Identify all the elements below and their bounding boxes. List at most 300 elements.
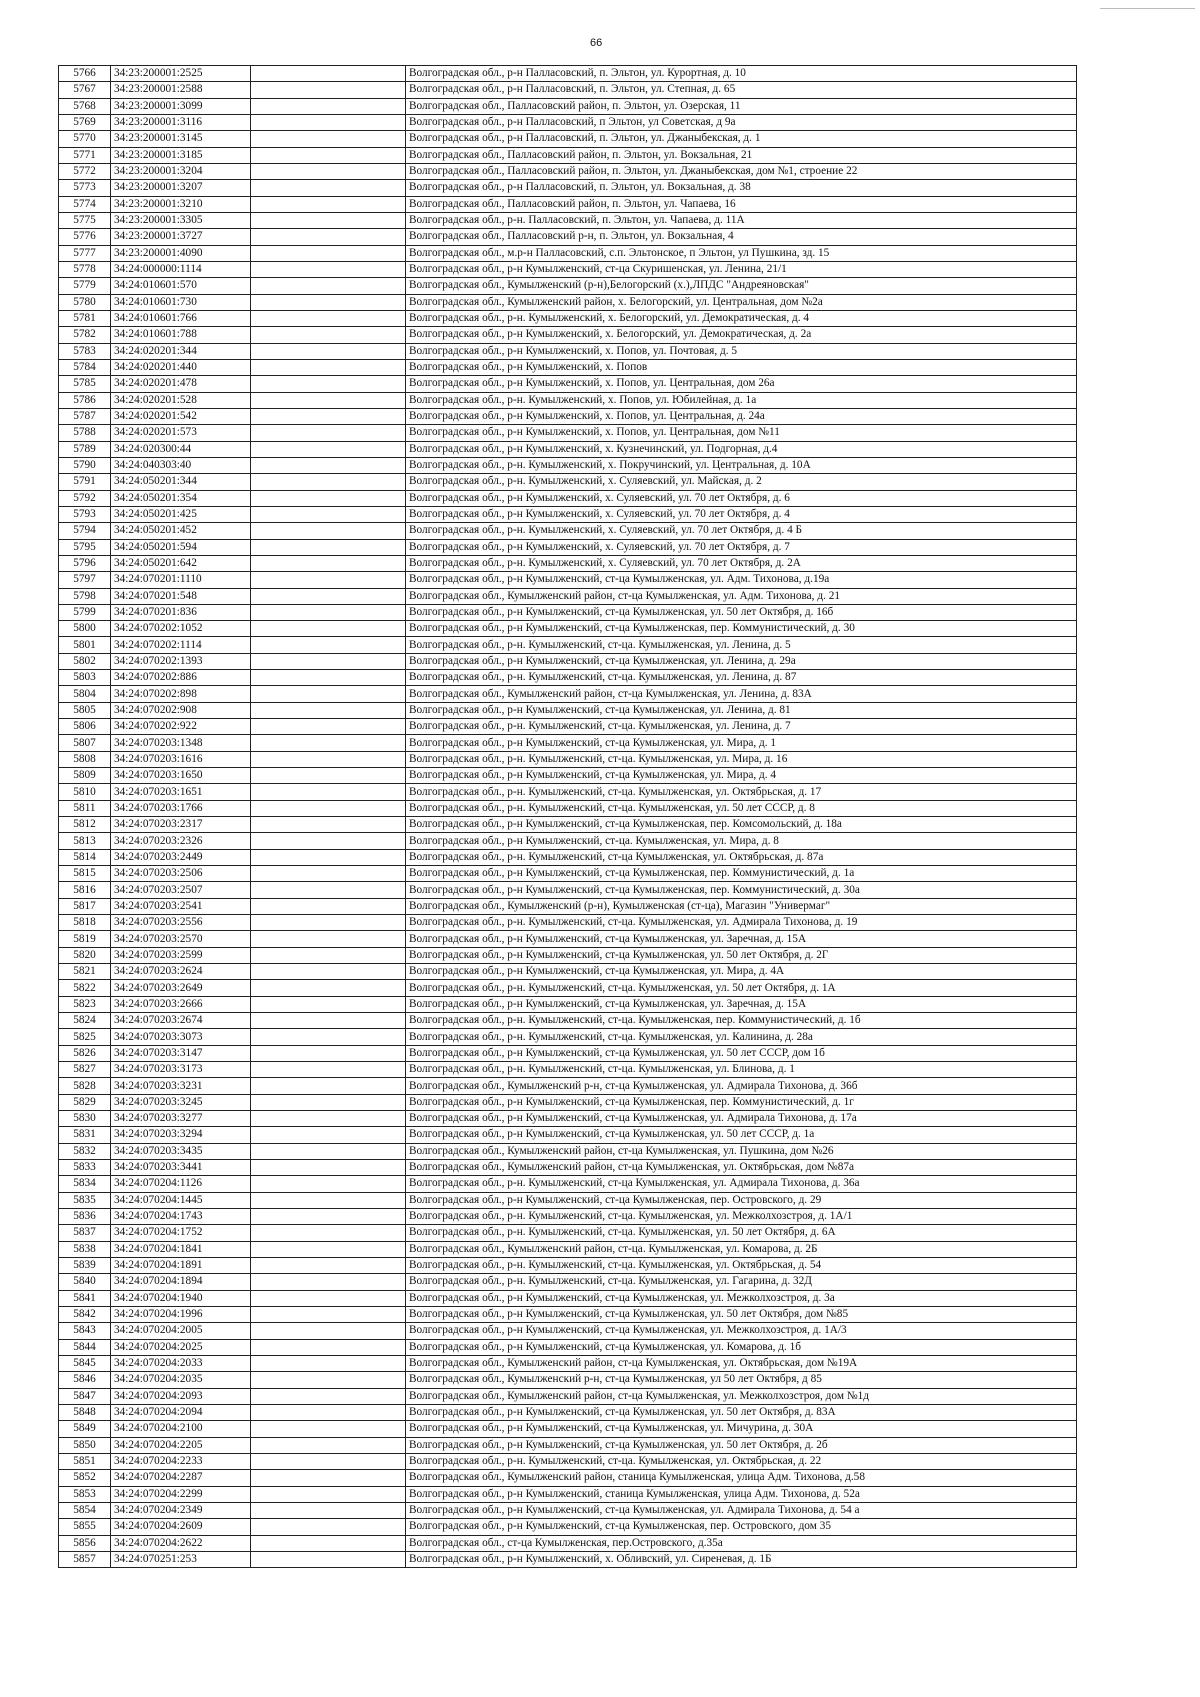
address-cell: Волгоградская обл., р-н Кумылженский, ст-ца Кумылженская, ул. Адм. Тихонова, д.19а <box>406 572 1077 588</box>
address-cell: Волгоградская обл., р-н. Кумылженский, х. Суляевский, ул. 70 лет Октября, д. 2А <box>406 555 1077 571</box>
table-row <box>59 523 1077 539</box>
table-row <box>59 1111 1077 1127</box>
table-row <box>59 1323 1077 1339</box>
empty-cell <box>251 441 406 457</box>
table-row <box>59 637 1077 653</box>
empty-cell <box>251 849 406 865</box>
table-row <box>59 588 1077 604</box>
empty-cell <box>251 425 406 441</box>
row-number-cell: 5774 <box>59 196 111 212</box>
row-number-cell: 5855 <box>59 1519 111 1535</box>
table-row <box>59 1519 1077 1535</box>
cadastral-number-cell: 34:24:070202:908 <box>111 702 251 718</box>
row-number-cell: 5828 <box>59 1078 111 1094</box>
row-number-cell: 5810 <box>59 784 111 800</box>
scan-edge-mark <box>1100 8 1195 9</box>
empty-cell <box>251 294 406 310</box>
cadastral-number-cell: 34:24:050201:425 <box>111 506 251 522</box>
empty-cell <box>251 702 406 718</box>
row-number-cell: 5847 <box>59 1388 111 1404</box>
empty-cell <box>251 653 406 669</box>
cadastral-number-cell: 34:24:070203:2326 <box>111 833 251 849</box>
address-cell: Волгоградская обл., Кумылженский район, ст-ца Кумылженская, ул. Ленина, д. 83А <box>406 686 1077 702</box>
cadastral-number-cell: 34:23:200001:2588 <box>111 82 251 98</box>
row-number-cell: 5827 <box>59 1062 111 1078</box>
address-cell: Волгоградская обл., Кумылженский р-н, ст-ца Кумылженская, ул 50 лет Октября, д 85 <box>406 1372 1077 1388</box>
row-number-cell: 5835 <box>59 1192 111 1208</box>
row-number-cell: 5805 <box>59 702 111 718</box>
table-row <box>59 1535 1077 1551</box>
address-cell: Волгоградская обл., р-н Кумылженский, х. Попов <box>406 359 1077 375</box>
table-row <box>59 1078 1077 1094</box>
address-cell: Волгоградская обл., р-н Кумылженский, х. Попов, ул. Центральная, д. 24а <box>406 408 1077 424</box>
table-row <box>59 490 1077 506</box>
address-cell: Волгоградская обл., р-н Кумылженский, ст-ца Скуришенская, ул. Ленина, 21/1 <box>406 261 1077 277</box>
row-number-cell: 5857 <box>59 1551 111 1567</box>
row-number-cell: 5818 <box>59 915 111 931</box>
table-row <box>59 653 1077 669</box>
empty-cell <box>251 278 406 294</box>
table-row <box>59 212 1077 228</box>
address-cell: Волгоградская обл., р-н Кумылженский, ст-ца Кумылженская, ул. 50 лет СССР, д. 1а <box>406 1127 1077 1143</box>
cadastral-number-cell: 34:24:070204:2033 <box>111 1355 251 1371</box>
empty-cell <box>251 523 406 539</box>
cadastral-number-cell: 34:24:070203:2541 <box>111 898 251 914</box>
empty-cell <box>251 1519 406 1535</box>
row-number-cell: 5780 <box>59 294 111 310</box>
address-cell: Волгоградская обл., Кумылженский район, ст-ца Кумылженская, ул. Октябрьская, дом №87а <box>406 1159 1077 1175</box>
table-row <box>59 996 1077 1012</box>
cadastral-number-cell: 34:24:070203:3073 <box>111 1029 251 1045</box>
empty-cell <box>251 457 406 473</box>
empty-cell <box>251 621 406 637</box>
table-row <box>59 180 1077 196</box>
cadastral-number-cell: 34:24:070203:1651 <box>111 784 251 800</box>
empty-cell <box>251 1502 406 1518</box>
table-row <box>59 1388 1077 1404</box>
table-row <box>59 817 1077 833</box>
table-row <box>59 1290 1077 1306</box>
address-cell: Волгоградская обл., р-н. Кумылженский, х. Попов, ул. Юбилейная, д. 1а <box>406 392 1077 408</box>
table-row <box>59 1404 1077 1420</box>
table-row <box>59 1306 1077 1322</box>
cadastral-number-cell: 34:24:070202:1393 <box>111 653 251 669</box>
address-cell: Волгоградская обл., р-н Кумылженский, ст-ца Кумылженская, пер. Коммунистический, д. 1а <box>406 866 1077 882</box>
address-cell: Волгоградская обл., р-н. Кумылженский, ст-ца. Кумылженская, ул. Октябрьская, д. 54 <box>406 1257 1077 1273</box>
table-row <box>59 66 1077 82</box>
cadastral-number-cell: 34:24:070203:3245 <box>111 1094 251 1110</box>
address-cell: Волгоградская обл., р-н. Кумылженский, ст-ца. Кумылженская, ул. Блинова, д. 1 <box>406 1062 1077 1078</box>
table-row <box>59 506 1077 522</box>
table-row <box>59 980 1077 996</box>
row-number-cell: 5767 <box>59 82 111 98</box>
row-number-cell: 5770 <box>59 131 111 147</box>
cadastral-number-cell: 34:24:070201:1110 <box>111 572 251 588</box>
empty-cell <box>251 196 406 212</box>
empty-cell <box>251 637 406 653</box>
empty-cell <box>251 1176 406 1192</box>
cadastral-number-cell: 34:24:070203:3147 <box>111 1045 251 1061</box>
address-cell: Волгоградская обл., Кумылженский район, ст-ца Кумылженская, ул. Пушкина, дом №26 <box>406 1143 1077 1159</box>
address-cell: Волгоградская обл., р-н. Кумылженский, ст-ца. Кумылженская, ул. Адмирала Тихонова, д. 19 <box>406 915 1077 931</box>
address-cell: Волгоградская обл., р-н Кумылженский, ст-ца Кумылженская, ул. 50 лет Октября, д. 2Г <box>406 947 1077 963</box>
cadastral-number-cell: 34:23:200001:4090 <box>111 245 251 261</box>
cadastral-number-cell: 34:24:010601:766 <box>111 310 251 326</box>
row-number-cell: 5841 <box>59 1290 111 1306</box>
cadastral-number-cell: 34:24:070204:2609 <box>111 1519 251 1535</box>
table-row <box>59 376 1077 392</box>
empty-cell <box>251 1241 406 1257</box>
row-number-cell: 5853 <box>59 1486 111 1502</box>
table-row <box>59 768 1077 784</box>
empty-cell <box>251 1486 406 1502</box>
table-row <box>59 98 1077 114</box>
empty-cell <box>251 670 406 686</box>
address-cell: Волгоградская обл., р-н Кумылженский, ст-ца. Кумылженская, ул. Мира, д. 8 <box>406 833 1077 849</box>
empty-cell <box>251 163 406 179</box>
table-row <box>59 1062 1077 1078</box>
row-number-cell: 5796 <box>59 555 111 571</box>
row-number-cell: 5797 <box>59 572 111 588</box>
row-number-cell: 5802 <box>59 653 111 669</box>
cadastral-number-cell: 34:24:070203:1348 <box>111 735 251 751</box>
address-cell: Волгоградская обл., р-н. Кумылженский, х. Суляевский, ул. Майская, д. 2 <box>406 474 1077 490</box>
table-row <box>59 261 1077 277</box>
row-number-cell: 5838 <box>59 1241 111 1257</box>
empty-cell <box>251 1470 406 1486</box>
table-row <box>59 555 1077 571</box>
cadastral-number-cell: 34:24:070203:2674 <box>111 1013 251 1029</box>
empty-cell <box>251 1388 406 1404</box>
row-number-cell: 5826 <box>59 1045 111 1061</box>
row-number-cell: 5844 <box>59 1339 111 1355</box>
table-row <box>59 1421 1077 1437</box>
empty-cell <box>251 1323 406 1339</box>
cadastral-number-cell: 34:23:200001:3727 <box>111 229 251 245</box>
row-number-cell: 5804 <box>59 686 111 702</box>
row-number-cell: 5795 <box>59 539 111 555</box>
cadastral-number-cell: 34:24:070203:2624 <box>111 964 251 980</box>
table-row <box>59 866 1077 882</box>
row-number-cell: 5777 <box>59 245 111 261</box>
table-row <box>59 849 1077 865</box>
empty-cell <box>251 882 406 898</box>
empty-cell <box>251 1208 406 1224</box>
cadastral-number-cell: 34:24:070204:2094 <box>111 1404 251 1420</box>
row-number-cell: 5775 <box>59 212 111 228</box>
row-number-cell: 5784 <box>59 359 111 375</box>
row-number-cell: 5773 <box>59 180 111 196</box>
row-number-cell: 5816 <box>59 882 111 898</box>
row-number-cell: 5822 <box>59 980 111 996</box>
empty-cell <box>251 1404 406 1420</box>
table-row <box>59 1045 1077 1061</box>
address-cell: Волгоградская обл., р-н Кумылженский, х. Кузнечинский, ул. Подгорная, д.4 <box>406 441 1077 457</box>
empty-cell <box>251 588 406 604</box>
address-cell: Волгоградская обл., р-н Кумылженский, ст-ца Кумылженская, ул. 50 лет Октября, д. 83А <box>406 1404 1077 1420</box>
address-cell: Волгоградская обл., р-н. Кумылженский, ст-ца Кумылженская, ул. Октябрьская, д. 87а <box>406 849 1077 865</box>
address-cell: Волгоградская обл., р-н Кумылженский, ст-ца Кумылженская, ул. 50 лет Октября, д. 16б <box>406 604 1077 620</box>
empty-cell <box>251 506 406 522</box>
empty-cell <box>251 98 406 114</box>
table-row <box>59 1372 1077 1388</box>
address-cell: Волгоградская обл., р-н. Кумылженский, ст-ца Кумылженская, ул. Адмирала Тихонова, д. 36а <box>406 1176 1077 1192</box>
table-row <box>59 915 1077 931</box>
address-cell: Волгоградская обл., р-н. Кумылженский, х. Покручинский, ул. Центральная, д. 10А <box>406 457 1077 473</box>
empty-cell <box>251 1062 406 1078</box>
empty-cell <box>251 408 406 424</box>
table-row <box>59 1225 1077 1241</box>
row-number-cell: 5791 <box>59 474 111 490</box>
address-cell: Волгоградская обл., р-н Палласовский, п. Эльтон, ул. Степная, д. 65 <box>406 82 1077 98</box>
cadastral-number-cell: 34:24:070204:1891 <box>111 1257 251 1273</box>
table-row <box>59 670 1077 686</box>
cadastral-number-cell: 34:24:070203:2649 <box>111 980 251 996</box>
table-row <box>59 751 1077 767</box>
row-number-cell: 5851 <box>59 1453 111 1469</box>
cadastral-number-cell: 34:24:070203:2449 <box>111 849 251 865</box>
cadastral-number-cell: 34:23:200001:3185 <box>111 147 251 163</box>
empty-cell <box>251 539 406 555</box>
empty-cell <box>251 1274 406 1290</box>
empty-cell <box>251 964 406 980</box>
cadastral-number-cell: 34:24:070204:1445 <box>111 1192 251 1208</box>
empty-cell <box>251 1355 406 1371</box>
address-cell: Волгоградская обл., р-н. Кумылженский, ст-ца. Кумылженская, ул. Ленина, д. 7 <box>406 719 1077 735</box>
property-register-table <box>58 65 1077 1568</box>
table-row <box>59 1143 1077 1159</box>
empty-cell <box>251 1551 406 1567</box>
empty-cell <box>251 147 406 163</box>
cadastral-number-cell: 34:24:070204:2622 <box>111 1535 251 1551</box>
cadastral-number-cell: 34:24:070203:1766 <box>111 800 251 816</box>
empty-cell <box>251 310 406 326</box>
empty-cell <box>251 490 406 506</box>
cadastral-number-cell: 34:23:200001:3145 <box>111 131 251 147</box>
cadastral-number-cell: 34:24:070203:3277 <box>111 1111 251 1127</box>
address-cell: Волгоградская обл., р-н. Кумылженский, х. Суляевский, ул. 70 лет Октября, д. 4 Б <box>406 523 1077 539</box>
cadastral-number-cell: 34:24:070204:2005 <box>111 1323 251 1339</box>
address-cell: Волгоградская обл., Палласовский р-н, п. Эльтон, ул. Вокзальная, 4 <box>406 229 1077 245</box>
table-row <box>59 1470 1077 1486</box>
table-row <box>59 147 1077 163</box>
empty-cell <box>251 1192 406 1208</box>
empty-cell <box>251 1078 406 1094</box>
cadastral-number-cell: 34:24:070203:3173 <box>111 1062 251 1078</box>
table-row <box>59 931 1077 947</box>
address-cell: Волгоградская обл., р-н Кумылженский, ст-ца Кумылженская, ул. Заречная, д. 15А <box>406 996 1077 1012</box>
table-row <box>59 1274 1077 1290</box>
row-number-cell: 5781 <box>59 310 111 326</box>
empty-cell <box>251 931 406 947</box>
cadastral-number-cell: 34:24:070204:2299 <box>111 1486 251 1502</box>
address-cell: Волгоградская обл., р-н Кумылженский, ст-ца Кумылженская, пер. Островского, д. 29 <box>406 1192 1077 1208</box>
address-cell: Волгоградская обл., Палласовский район, п. Эльтон, ул. Озерская, 11 <box>406 98 1077 114</box>
empty-cell <box>251 376 406 392</box>
row-number-cell: 5785 <box>59 376 111 392</box>
address-cell: Волгоградская обл., р-н Кумылженский, ст-ца Кумылженская, ул. Мира, д. 4 <box>406 768 1077 784</box>
empty-cell <box>251 245 406 261</box>
address-cell: Волгоградская обл., р-н Кумылженский, ст-ца Кумылженская, пер. Коммунистический, д. 1г <box>406 1094 1077 1110</box>
row-number-cell: 5824 <box>59 1013 111 1029</box>
address-cell: Волгоградская обл., р-н Кумылженский, х. Попов, ул. Почтовая, д. 5 <box>406 343 1077 359</box>
table-row <box>59 229 1077 245</box>
address-cell: Волгоградская обл., р-н Кумылженский, ст-ца Кумылженская, пер. Островского, дом 35 <box>406 1519 1077 1535</box>
table-row <box>59 964 1077 980</box>
empty-cell <box>251 1159 406 1175</box>
empty-cell <box>251 1094 406 1110</box>
table-row <box>59 947 1077 963</box>
cadastral-number-cell: 34:24:020201:573 <box>111 425 251 441</box>
table-row <box>59 131 1077 147</box>
cadastral-number-cell: 34:24:070204:2287 <box>111 1470 251 1486</box>
row-number-cell: 5842 <box>59 1306 111 1322</box>
table-row <box>59 441 1077 457</box>
empty-cell <box>251 180 406 196</box>
cadastral-number-cell: 34:23:200001:2525 <box>111 66 251 82</box>
empty-cell <box>251 751 406 767</box>
cadastral-number-cell: 34:24:050201:642 <box>111 555 251 571</box>
address-cell: Волгоградская обл., р-н Кумылженский, ст-ца Кумылженская, ул. Межколхозстроя, д. 3а <box>406 1290 1077 1306</box>
row-number-cell: 5803 <box>59 670 111 686</box>
row-number-cell: 5819 <box>59 931 111 947</box>
empty-cell <box>251 1257 406 1273</box>
address-cell: Волгоградская обл., р-н Кумылженский, ст-ца Кумылженская, ул. Мира, д. 4А <box>406 964 1077 980</box>
row-number-cell: 5846 <box>59 1372 111 1388</box>
row-number-cell: 5812 <box>59 817 111 833</box>
address-cell: Волгоградская обл., р-н. Кумылженский, ст-ца. Кумылженская, ул. 50 лет Октября, д. 1А <box>406 980 1077 996</box>
address-cell: Волгоградская обл., р-н Кумылженский, ст-ца Кумылженская, ул. Заречная, д. 15А <box>406 931 1077 947</box>
empty-cell <box>251 474 406 490</box>
row-number-cell: 5798 <box>59 588 111 604</box>
cadastral-number-cell: 34:24:070203:1650 <box>111 768 251 784</box>
table-row <box>59 800 1077 816</box>
row-number-cell: 5800 <box>59 621 111 637</box>
cadastral-number-cell: 34:24:020300:44 <box>111 441 251 457</box>
empty-cell <box>251 1339 406 1355</box>
empty-cell <box>251 768 406 784</box>
address-cell: Волгоградская обл., р-н Кумылженский, ст-ца Кумылженская, пер. Коммунистический, д. 30а <box>406 882 1077 898</box>
address-cell: Волгоградская обл., р-н Кумылженский, ст-ца Кумылженская, ул. Ленина, д. 29а <box>406 653 1077 669</box>
cadastral-number-cell: 34:24:070204:2093 <box>111 1388 251 1404</box>
cadastral-number-cell: 34:24:070204:2100 <box>111 1421 251 1437</box>
address-cell: Волгоградская обл., р-н. Кумылженский, ст-ца. Кумылженская, ул. Ленина, д. 87 <box>406 670 1077 686</box>
table-row <box>59 784 1077 800</box>
table-row <box>59 457 1077 473</box>
address-cell: Волгоградская обл., р-н. Кумылженский, ст-ца. Кумылженская, ул. Ленина, д. 5 <box>406 637 1077 653</box>
table-row <box>59 719 1077 735</box>
address-cell: Волгоградская обл., р-н Кумылженский, ст-ца Кумылженская, ул. 50 лет СССР, дом 1б <box>406 1045 1077 1061</box>
row-number-cell: 5817 <box>59 898 111 914</box>
cadastral-number-cell: 34:23:200001:3210 <box>111 196 251 212</box>
row-number-cell: 5820 <box>59 947 111 963</box>
address-cell: Волгоградская обл., р-н Кумылженский, х. Суляевский, ул. 70 лет Октября, д. 6 <box>406 490 1077 506</box>
address-cell: Волгоградская обл., р-н Кумылженский, ст-ца Кумылженская, пер. Коммунистический, д. 30 <box>406 621 1077 637</box>
empty-cell <box>251 1225 406 1241</box>
cadastral-number-cell: 34:24:070202:1114 <box>111 637 251 653</box>
cadastral-number-cell: 34:24:070202:886 <box>111 670 251 686</box>
page-number: 66 <box>590 37 603 49</box>
cadastral-number-cell: 34:23:200001:3099 <box>111 98 251 114</box>
address-cell: Волгоградская обл., м.р-н Палласовский, с.п. Эльтонское, п Эльтон, ул Пушкина, зд. 15 <box>406 245 1077 261</box>
table-row <box>59 114 1077 130</box>
table-row <box>59 604 1077 620</box>
address-cell: Волгоградская обл., Кумылженский район, х. Белогорский, ул. Центральная, дом №2а <box>406 294 1077 310</box>
cadastral-number-cell: 34:23:200001:3305 <box>111 212 251 228</box>
address-cell: Волгоградская обл., р-н Кумылженский, станица Кумылженская, улица Адм. Тихонова, д. 52а <box>406 1486 1077 1502</box>
table-row <box>59 1551 1077 1567</box>
cadastral-number-cell: 34:24:070204:1126 <box>111 1176 251 1192</box>
cadastral-number-cell: 34:23:200001:3204 <box>111 163 251 179</box>
empty-cell <box>251 784 406 800</box>
table-row <box>59 1241 1077 1257</box>
cadastral-number-cell: 34:24:050201:344 <box>111 474 251 490</box>
table-row <box>59 898 1077 914</box>
table-row <box>59 539 1077 555</box>
empty-cell <box>251 1127 406 1143</box>
row-number-cell: 5783 <box>59 343 111 359</box>
address-cell: Волгоградская обл., р-н. Кумылженский, ст-ца. Кумылженская, ул. Октябрьская, д. 22 <box>406 1453 1077 1469</box>
table-row <box>59 474 1077 490</box>
row-number-cell: 5793 <box>59 506 111 522</box>
cadastral-number-cell: 34:24:070203:2599 <box>111 947 251 963</box>
empty-cell <box>251 1453 406 1469</box>
row-number-cell: 5782 <box>59 327 111 343</box>
cadastral-number-cell: 34:24:050201:452 <box>111 523 251 539</box>
table-row <box>59 686 1077 702</box>
table-row <box>59 1486 1077 1502</box>
row-number-cell: 5839 <box>59 1257 111 1273</box>
row-number-cell: 5849 <box>59 1421 111 1437</box>
cadastral-number-cell: 34:24:020201:478 <box>111 376 251 392</box>
row-number-cell: 5848 <box>59 1404 111 1420</box>
empty-cell <box>251 1372 406 1388</box>
address-cell: Волгоградская обл., р-н Кумылженский, ст-ца Кумылженская, ул. Межколхозстроя, д. 1А/3 <box>406 1323 1077 1339</box>
address-cell: Волгоградская обл., Палласовский район, п. Эльтон, ул. Вокзальная, 21 <box>406 147 1077 163</box>
empty-cell <box>251 604 406 620</box>
cadastral-number-cell: 34:24:070204:2349 <box>111 1502 251 1518</box>
empty-cell <box>251 229 406 245</box>
row-number-cell: 5831 <box>59 1127 111 1143</box>
cadastral-number-cell: 34:23:200001:3116 <box>111 114 251 130</box>
address-cell: Волгоградская обл., р-н Кумылженский, ст-ца Кумылженская, ул. Мичурина, д. 30А <box>406 1421 1077 1437</box>
table-row <box>59 278 1077 294</box>
table-row <box>59 1176 1077 1192</box>
row-number-cell: 5815 <box>59 866 111 882</box>
address-cell: Волгоградская обл., Кумылженский район, ст-ца Кумылженская, ул. Октябрьская, дом №19А <box>406 1355 1077 1371</box>
cadastral-number-cell: 34:24:020201:440 <box>111 359 251 375</box>
address-cell: Волгоградская обл., р-н Кумылженский, ст-ца Кумылженская, ул. Ленина, д. 81 <box>406 702 1077 718</box>
table-row <box>59 1127 1077 1143</box>
table-row <box>59 735 1077 751</box>
address-cell: Волгоградская обл., р-н. Кумылженский, ст-ца. Кумылженская, пер. Коммунистический, д. 1б <box>406 1013 1077 1029</box>
row-number-cell: 5829 <box>59 1094 111 1110</box>
row-number-cell: 5843 <box>59 1323 111 1339</box>
cadastral-number-cell: 34:24:070202:922 <box>111 719 251 735</box>
address-cell: Волгоградская обл., р-н. Кумылженский, ст-ца. Кумылженская, ул. Межколхозстроя, д. 1А/1 <box>406 1208 1077 1224</box>
table-row <box>59 1159 1077 1175</box>
row-number-cell: 5845 <box>59 1355 111 1371</box>
address-cell: Волгоградская обл., р-н Кумылженский, ст-ца Кумылженская, ул. 50 лет Октября, д. 2б <box>406 1437 1077 1453</box>
empty-cell <box>251 833 406 849</box>
empty-cell <box>251 114 406 130</box>
row-number-cell: 5840 <box>59 1274 111 1290</box>
cadastral-number-cell: 34:24:010601:730 <box>111 294 251 310</box>
cadastral-number-cell: 34:24:070204:1841 <box>111 1241 251 1257</box>
table-row <box>59 1013 1077 1029</box>
table-row <box>59 1437 1077 1453</box>
address-cell: Волгоградская обл., р-н Палласовский, п. Эльтон, ул. Курортная, д. 10 <box>406 66 1077 82</box>
